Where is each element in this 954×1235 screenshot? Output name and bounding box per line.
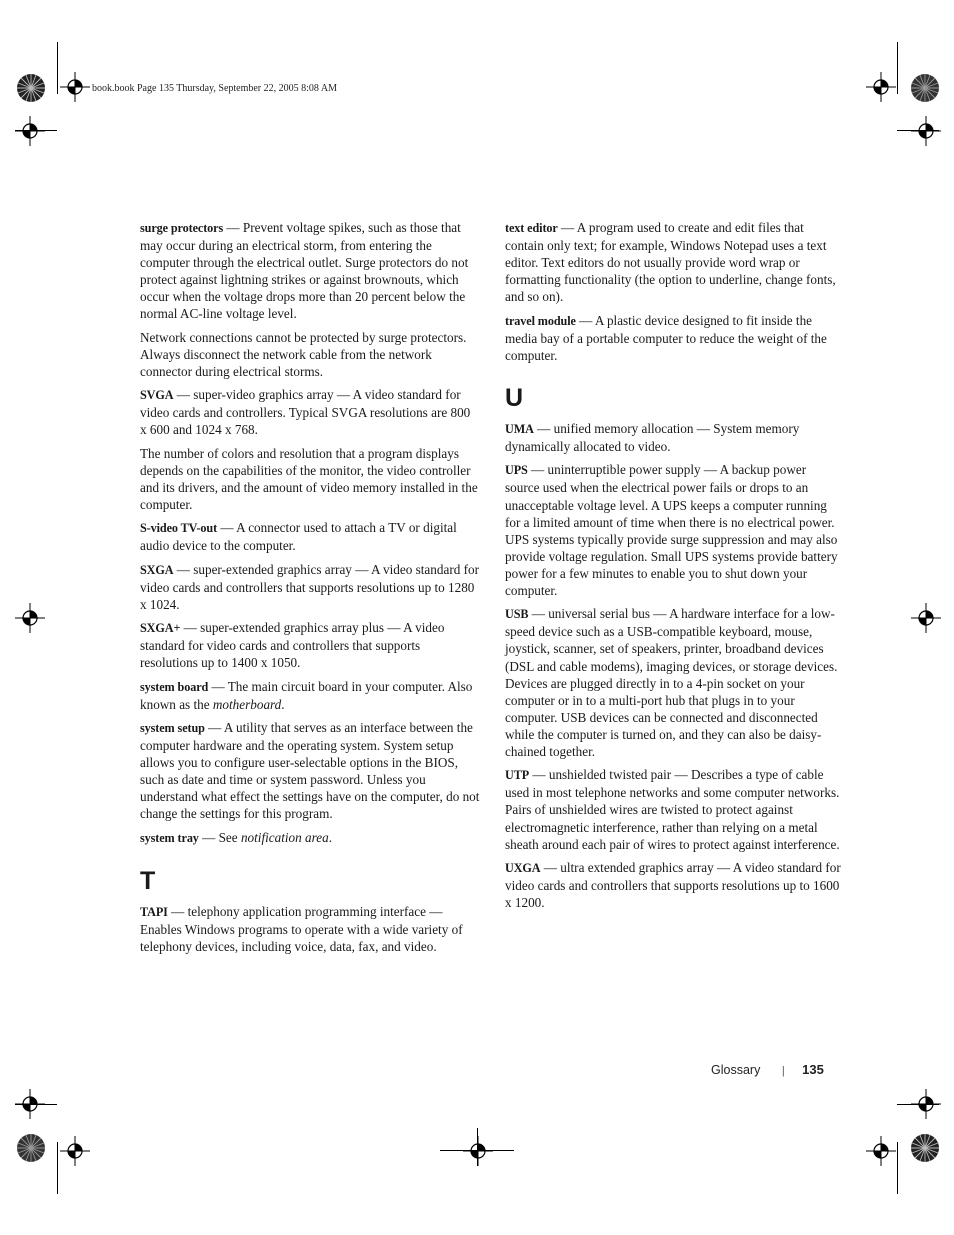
registration-mark-icon [911,1089,941,1119]
glossary-definition: — universal serial bus — A hardware interface for a low-speed device such as a USB-compatible keyboard, mouse, joystick, scanner, set of speakers, printer, broadband devices (DSL and cable modems), imaging devices, or storage devices. Devices are plugged directly in to a 4-pin socket on your computer or in to a multi-port hub that plugs in to your computer. USB devices can be connected and disconnected while the computer is turned on, and they can also be daisy-chained together. [505,606,838,759]
glossary-definition: — A utility that serves as an interface between the computer hardware and the operating system. System setup allows you to configure user-selectable options in the BIOS, such as date and time or system password. Unless you understand what effect the settings have on the computer, do not change the settings for this program. [140,719,480,822]
glossary-entry [505,312,841,364]
glossary-definition: — super-extended graphics array — A video standard for video cards and controllers that supports resolutions up to 1280 x 1024. [140,561,479,612]
glossary-definition: — The main circuit board in your computer. Also known as the [140,678,473,712]
glossary-term: UMA [505,421,534,436]
registration-mark-icon [15,1089,45,1119]
registration-mark-icon [60,1136,90,1166]
glossary-term: S-video TV-out [140,521,218,536]
glossary-entry [140,519,480,554]
glossary-definition: Network connections cannot be protected by surge protectors. Always disconnect the network cable from the network connector during electrical storms. [140,329,467,379]
glossary-term: TAPI [140,904,168,919]
glossary-entry [140,219,480,323]
registration-mark-icon [866,72,896,102]
glossary-definition: — A program used to create and edit files that contain only text; for example, Windows Notepad uses a text editor. Text editors do not usually provide word wrap or formatting functionality (the option to underline, change fonts, and so on). [505,220,836,305]
glossary-definition: — uninterruptible power supply — A backup power source used when the electrical power fails or drops to an unacceptable voltage level. A UPS keeps a computer running for a limited amount of time when there is no electrical power. UPS systems typically provide surge suppression and may also provide voltage regulation. Small UPS systems provide battery power for a few minutes to enable you to shut down your computer. [505,462,838,598]
registration-mark-icon [911,603,941,633]
glossary-definition: The number of colors and resolution that a program displays depends on the capabilities of the monitor, the video controller and its drivers, and the amount of video memory installed in the computer. [140,445,478,512]
glossary-definition: — ultra extended graphics array — A video standard for video cards and controllers that supports resolutions up to 1600 x 1200. [505,859,841,911]
glossary-term: system board [140,679,209,694]
glossary-entry [140,329,480,380]
crop-mark [477,1128,478,1166]
glossary-entry [505,766,841,852]
footer-section-title: Glossary [711,1063,761,1077]
page-number: 135 [802,1062,824,1077]
glossary-term: text editor [505,221,558,235]
glossary-entry [140,619,480,671]
crop-mark [897,42,898,94]
starburst-wheel-icon [16,1133,46,1163]
glossary-entry [140,903,480,955]
glossary-term: UPS [505,463,528,478]
glossary-entry [140,445,480,513]
section-letter: U [505,383,524,412]
glossary-term: SXGA [140,562,174,577]
footer-separator: | [781,1065,785,1077]
glossary-entry [140,829,480,847]
glossary-term: SVGA [140,388,174,403]
glossary-term: system setup [140,720,205,735]
glossary-term: UXGA [505,860,541,875]
glossary-entry [505,420,841,455]
definition-tail: . [328,829,333,845]
definition-tail: . [281,696,285,712]
crop-mark [57,42,58,94]
registration-mark-icon [15,603,45,633]
glossary-entry [505,605,841,760]
cross-reference: notification area [240,829,329,845]
cross-reference: motherboard [212,696,282,712]
glossary-entry [505,219,841,305]
glossary-term: surge protectors [140,221,224,235]
glossary-definition: — See [198,829,241,845]
registration-mark-icon [463,1136,493,1166]
registration-mark-icon [866,1136,896,1166]
glossary-term: UTP [505,768,530,783]
glossary-definition: — Prevent voltage spikes, such as those that may occur during an electrical storm, from entering the computer through the electrical outlet. Surge protectors do not protect against lightning strikes or against brownouts, which occur when the voltage drops more than 20 percent below the normal AC-line voltage level. [140,220,469,322]
registration-mark-icon [911,116,941,146]
starburst-wheel-icon [910,73,940,103]
glossary-term: USB [505,607,529,622]
glossary-entry [505,859,841,911]
glossary-entry [505,461,841,599]
glossary-definition: — unified memory allocation — System memory dynamically allocated to video. [505,420,800,455]
glossary-definition: — super-video graphics array — A video standard for video cards and controllers. Typical SVGA resolutions are 800 x 600 and 1024 x 768. [140,387,471,438]
print-header-meta: book.book Page 135 Thursday, September 22, 2005 8:08 AM [92,83,337,94]
glossary-column-right [505,219,841,917]
glossary-entry [140,719,480,823]
glossary-entry [140,678,480,713]
glossary-entry [140,386,480,438]
glossary-term: SXGA+ [140,621,181,636]
glossary-term: system tray [140,830,199,845]
registration-mark-icon [60,72,90,102]
glossary-term: travel module [505,313,576,328]
glossary-definition: — A plastic device designed to fit inside the media bay of a portable computer to reduce the weight of the computer. [505,312,827,363]
starburst-wheel-icon [16,73,46,103]
glossary-definition: — super-extended graphics array plus — A video standard for video cards and controllers that supports resolutions up to 1400 x 1050. [140,620,445,671]
section-letter: T [140,866,156,895]
glossary-definition: — A connector used to attach a TV or digital audio device to the computer. [140,520,457,554]
starburst-wheel-icon [910,1133,940,1163]
glossary-definition: — telephony application programming interface — Enables Windows programs to operate with a wide variety of telephony devices, including voice, data, fax, and video. [140,903,463,954]
crop-mark [57,1142,58,1194]
glossary-definition: — unshielded twisted pair — Describes a type of cable used in most telephone networks and some computer networks. Pairs of unshielded wires are twisted to protect against electromagnetic interference, rather than relying on a metal sheath around each pair of wires to protect against interference. [505,767,840,852]
registration-mark-icon [15,116,45,146]
page-footer [711,1062,824,1077]
crop-mark [897,1142,898,1194]
glossary-entry [140,561,480,613]
glossary-column-left [140,219,480,961]
